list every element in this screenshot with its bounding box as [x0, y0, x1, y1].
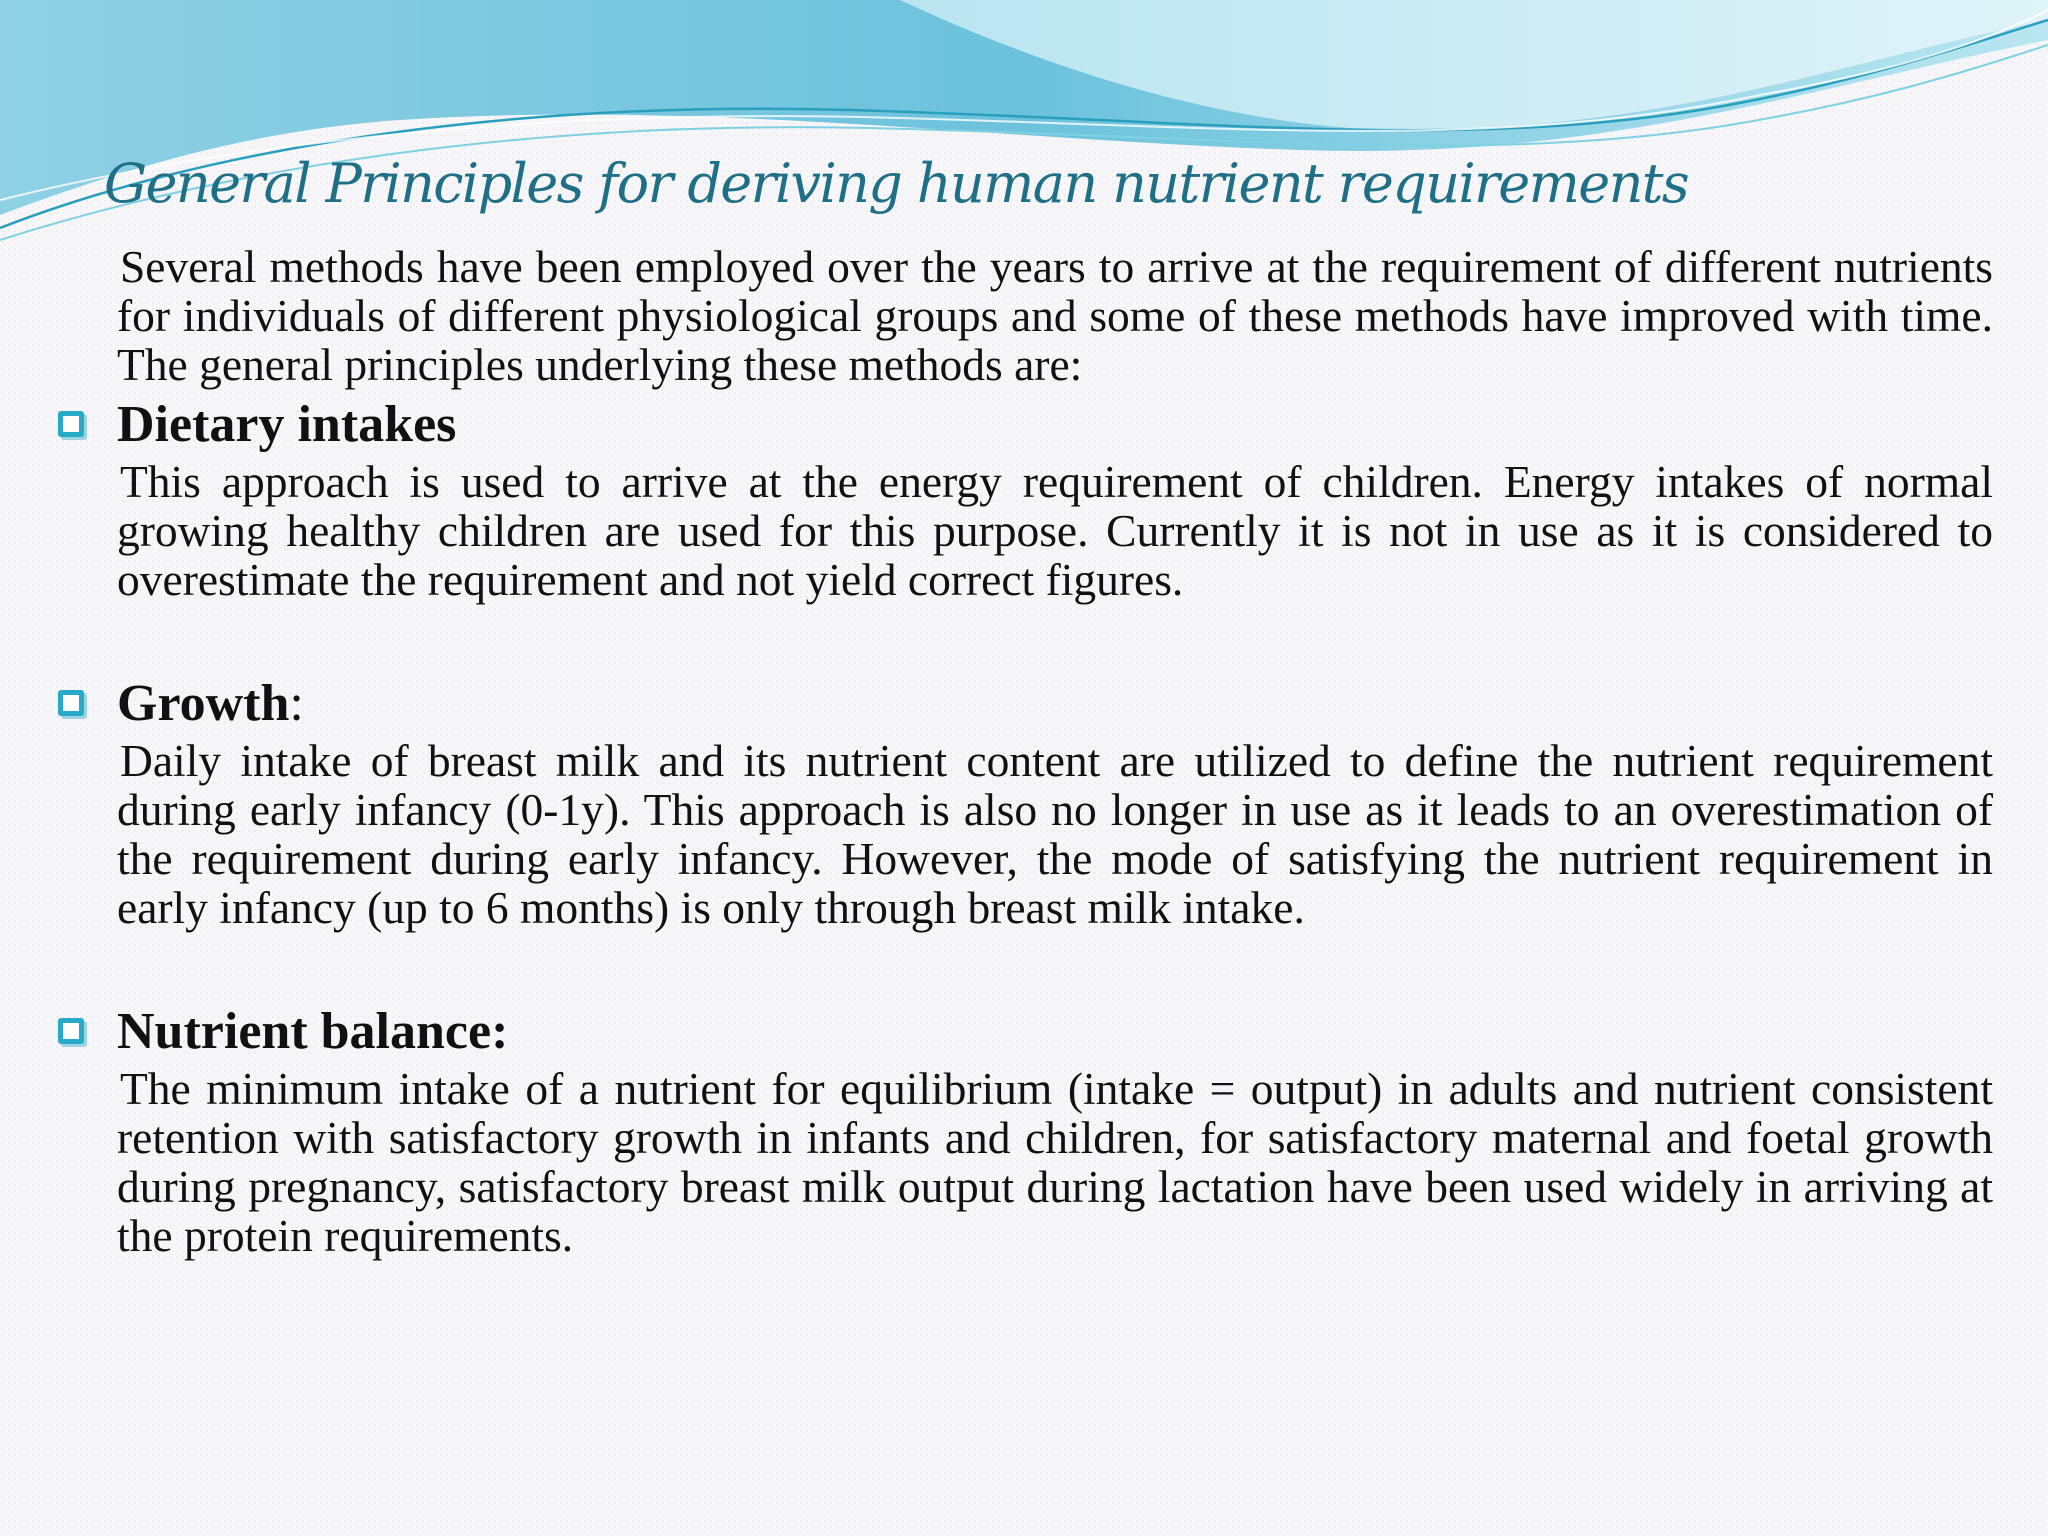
section-growth	[0, 674, 2048, 932]
hollow-square-bullet-icon	[58, 690, 84, 716]
hollow-square-bullet-icon	[58, 411, 84, 437]
section-body: This approach is used to arrive at the energy requirement of children. Energy intakes of normal growing healthy children are used for this purpose. Currently it is not in use as it is considered to overestimate the requirement and not yield correct figures.	[117, 456, 1993, 605]
intro-paragraph: Several methods have been employed over the years to arrive at the requirement of different nutrients for individuals of different physiological groups and some of these methods have improved with time. The general principles underlying these methods are:	[117, 241, 1993, 390]
section-heading: Nutrient balance:	[0, 1002, 2048, 1062]
section-heading: Dietary intakes	[0, 395, 2048, 455]
section-body: Daily intake of breast milk and its nutrient content are utilized to define the nutrient requirement during early infancy (0-1y). This approach is also no longer in use as it leads to an overestimation of the requirement during early infancy. However, the mode of satisfying the nutrient requirement in early infancy (up to 6 months) is only through breast milk intake.	[117, 735, 1993, 933]
section-dietary-intakes	[0, 395, 2048, 604]
slide-title: General Principles for deriving human nutrient requirements	[104, 152, 1688, 215]
section-body: The minimum intake of a nutrient for equilibrium (intake = output) in adults and nutrient consistent retention with satisfactory growth in infants and children, for satisfactory maternal and foetal growth during pregnancy, satisfactory breast milk output during lactation have been used widely in arriving at the protein requirements.	[117, 1063, 1993, 1261]
decorative-wave-banner	[0, 0, 2048, 260]
hollow-square-bullet-icon	[58, 1018, 84, 1044]
slide-content	[0, 242, 2048, 1260]
section-heading: Growth:	[0, 674, 2048, 734]
section-nutrient-balance	[0, 1002, 2048, 1260]
